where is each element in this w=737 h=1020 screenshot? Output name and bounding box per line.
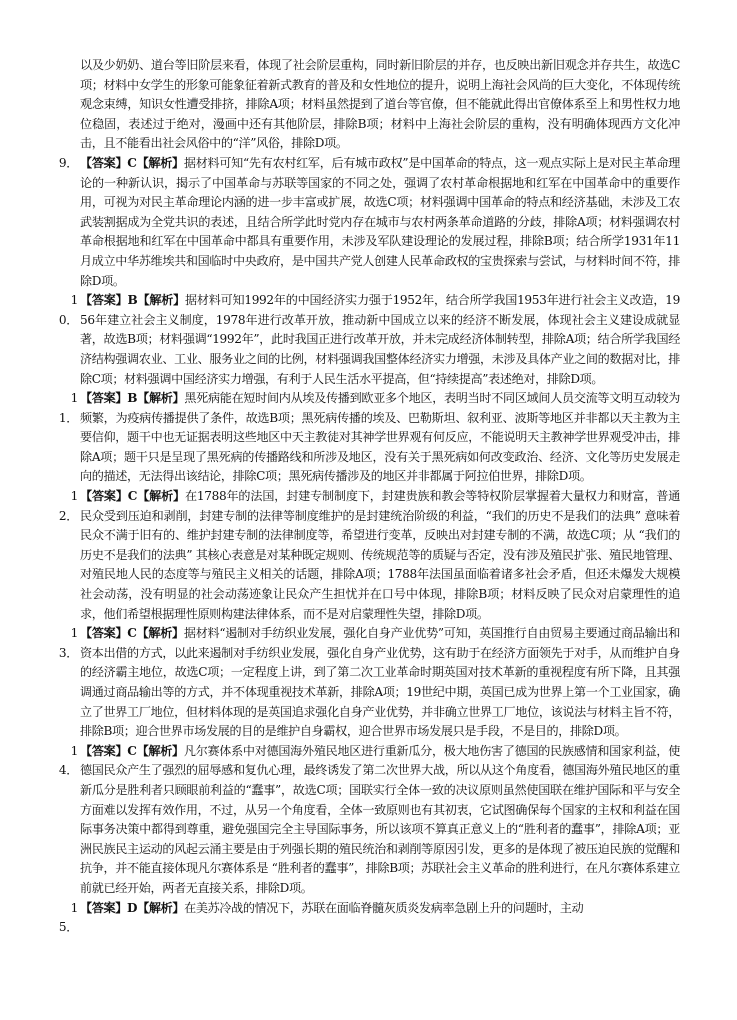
answer-label: 【答案】C【解析】	[80, 155, 184, 170]
question-number: 10．	[58, 293, 78, 327]
question-item-15	[58, 899, 680, 935]
answer-label: 【答案】C【解析】	[80, 626, 184, 641]
question-item-10	[60, 291, 680, 389]
explanation-text: 在美苏冷战的情况下，苏联在面临脊髓灰质炎发病率急剧上升的问题时，主动	[184, 900, 584, 915]
continuation-paragraph: 以及少奶奶、道台等旧阶层来看，体现了社会阶层重构，同时新旧阶层的并存，也反映出新旧观念并存共生，故选C项；材料中女学生的形象可能象征着新式教育的普及和女性地位的提升，说明上海社会风尚的巨大变化，不体现传统观念束缚，知识女性遭受排挤，排除A项；材料虽然提到了道台等官僚，但不能就此得出官僚体系至上和男性权力地位稳固，表述过于绝对，漫画中还有其他阶层，排除B项；材料中上海社会阶层的重构，没有明确体现西方文化冲击，且不能看出社会风俗中的“洋”风俗，排除D项。	[80, 58, 680, 151]
explanation-text: 黑死病能在短时间内从埃及传播到欧亚多个地区，表明当时不同区域间人员交流等文明互动较为频繁，为疫病传播提供了条件，故选B项；黑死病传播的埃及、巴勒斯坦、叙利亚、波斯等地区并非都以天主教为主要信仰，题干中也无证据表明这些地区中天主教徒对其神学世界观有何反应，不能说明天主教神学世界观受冲击，排除A项；题干只是呈现了黑死病的传播路线和所涉及地区，没有关于黑死病如何改变政治、经济、文化等历史发展走向的描述，无法得出该结论，排除C项；黑死病传播涉及的地区并非都属于阿拉伯世界，排除D项。	[80, 391, 680, 484]
question-number: 9．	[58, 155, 78, 170]
answer-label: 【答案】C【解析】	[80, 743, 184, 758]
explanation-text: 据材料可知1992年的中国经济实力强于1952年，结合所学我国1953年进行社会主义改造，1956年建立社会主义制度，1978年进行改革开放，推动新中国成立以来的经济不断发展，体现社会主义建设成就显著，故选B项；材料强调“1992年”，此时我国正进行改革开放，并未完成经济体制转型，排除A项；结合所学我国经济结构强调农业、工业、服务业之间的比例，材料强调我国整体经济实力增强，未涉及具体产业之间的数据对比，排除C项；材料强调中国经济实力增强，有利于人民生活水平提高，但“持续提高”表述绝对，排除D项。	[80, 293, 680, 386]
question-number: 12．	[58, 489, 78, 523]
question-item-13	[60, 624, 680, 742]
explanation-text: 凡尔赛体系中对德国海外殖民地区进行重新瓜分，极大地伤害了德国的民族感情和国家利益，使德国民众产生了强烈的屈辱感和复仇心理，最终诱发了第二次世界大战，所以从这个角度看，德国海外殖民地区的重新瓜分是胜利者只顾眼前利益的“蠢事”，故选C项；国联实行全体一致的决议原则虽然使国联在维护国际和平与安全方面难以发挥有效作用，不过，从另一个角度看，全体一致原则也有其初衷，它试图确保每个国家的主权和利益在国际事务决策中都得到尊重，避免强国完全主导国际事务，所以该项不算真正意义上的“胜利者的蠢事”，排除A项；亚洲民族民主运动的风起云涌主要是由于列强长期的殖民统治和剥削等原因引发，更多的是体现了被压迫民族的觉醒和抗争，并不能直接体现凡尔赛体系是 “胜利者的蠢事”，排除B项；苏联社会主义革命的胜利进行，在凡尔赛体系建立前就已经开始，两者无直接关系，排除D项。	[80, 743, 680, 895]
question-number: 14．	[58, 743, 78, 778]
explanation-text: 在1788年的法国，封建专制制度下，封建贵族和教会等特权阶层掌握着大量权力和财富，普通民众受到压迫和剥削，封建专制的法律等制度维护的是封建统治阶级的利益，“我们的历史不是我们的法典” 意味着民众不满于旧有的、维护封建专制的法律制度等，希望进行变革，反映出对封建专制的不满，故选C项；从 “我们的历史不是我们的法典” 其核心表意是对某种既定规则、传统规范等的质疑与否定，没有涉及殖民扩张、殖民地管理、对殖民地人民的态度等与殖民主义相关的话题，排除A项；1788年法国虽面临着诸多社会矛盾，但还未爆发大规模社会动荡，没有明显的社会动荡迹象让民众产生担忧并在口号中体现，排除B项；材料反映了民众对启蒙理性的追求，他们希望根据理性原则构建法律体系，而不是对启蒙理性失望，排除D项。	[80, 489, 680, 621]
answer-label: 【答案】B【解析】	[80, 391, 185, 406]
question-number: 11．	[58, 391, 78, 425]
question-number: 15．	[58, 900, 78, 935]
question-item-14	[60, 742, 680, 899]
answer-label: 【答案】B【解析】	[80, 293, 185, 308]
answer-explanation-page	[58, 56, 680, 935]
question-number: 13．	[58, 626, 78, 660]
question-item-12	[60, 487, 680, 624]
question-item-11	[60, 389, 680, 487]
question-item-9	[60, 154, 680, 291]
explanation-text: 据材料“遏制对手纺织业发展，强化自身产业优势”可知，英国推行自由贸易主要通过商品输出和资本出借的方式，以此来遏制对手纺织业发展，强化自身产业优势，这有助于在经济方面领先于对手，从而维护自身的经济霸主地位，故选C项；一定程度上讲，到了第二次工业革命时期英国对技术革新的重视程度有所下降，且其强调通过商品输出等的方式，并不体现重视技术革新，排除A项；19世纪中期，英国已成为世界上第一个工业国家，确立了世界工厂地位，但材料体现的是英国追求强化自身产业优势，并非确立世界工厂地位，该说法与材料主旨不符，排除B项；迎合世界市场发展的目的是维护自身霸权，迎合世界市场发展只是手段，不是目的，排除D项。	[80, 626, 680, 739]
explanation-text: 据材料可知“先有农村红军，后有城市政权”是中国革命的特点，这一观点实际上是对民主革命理论的一种新认识，揭示了中国革命与苏联等国家的不同之处，强调了农村革命根据地和红军在中国革命中的重要作用，可视为对民主革命理论内涵的进一步丰富或扩展，故选C项；材料强调中国革命的特点和经济基础，未涉及工农武装割据成为全党共识的表述，且结合所学此时党内存在城市与农村两条革命道路的分歧，排除A项；材料强调农村革命根据地和红军在中国革命中都具有重要作用，未涉及军队建设理论的发展过程，排除B项；结合所学1931年11月成立中华苏维埃共和国临时中央政府，是中国共产党人创建人民革命政权的宝贵探索与尝试，与材料时间不符，排除D项。	[80, 155, 680, 288]
answer-label: 【答案】C【解析】	[80, 489, 185, 504]
answer-label: 【答案】D【解析】	[80, 900, 185, 915]
